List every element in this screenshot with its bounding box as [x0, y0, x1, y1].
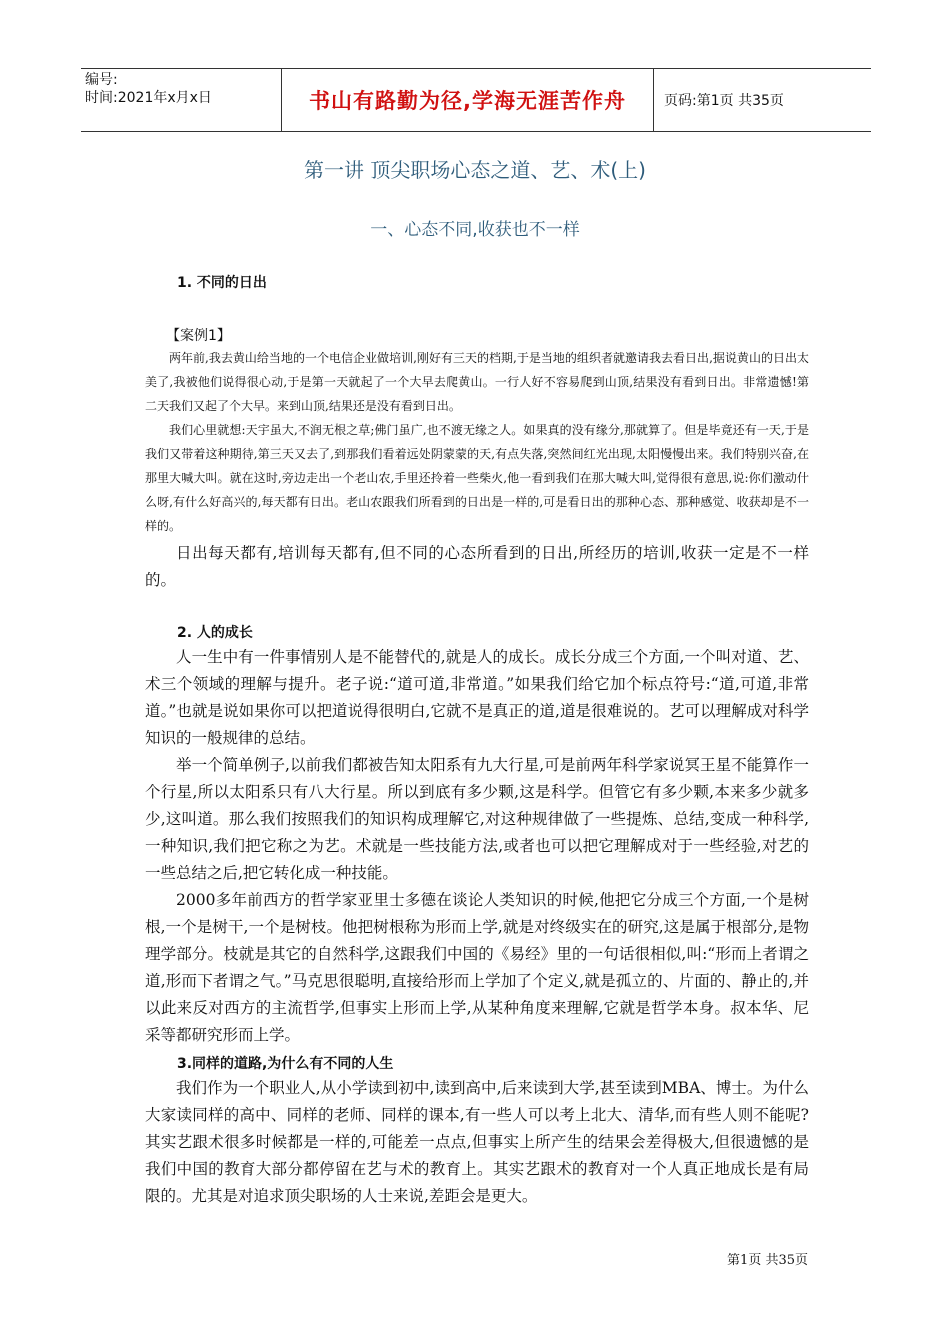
body-paragraph: 我们作为一个职业人,从小学读到初中,读到高中,后来读到大学,甚至读到MBA、博士。为什么大家读同样的高中、同样的老师、同样的课本,有一些人可以考上北大、清华,而有些人则不能呢?其实艺跟术很多时候都是一样的,可能差一点点,但事实上所产生的结果会差得极大,但很遗憾的是我们中国的教育大部分都停留在艺与术的教育上。其实艺跟术的教育对一个人真正地成长是有局限的。尤其是对追求顶尖职场的人士来说,差距会是更大。 [145, 1079, 809, 1205]
case-paragraph: 两年前,我去黄山给当地的一个电信企业做培训,刚好有三天的档期,于是当地的组织者就邀请我去看日出,据说黄山的日出太美了,我被他们说得很心动,于是第一天就起了一个大早去爬黄山。一行人好不容易爬到山顶,结果没有看到日出。非常遗憾!第二天我们又起了个大早。来到山顶,结果还是没有看到日出。 [145, 351, 809, 413]
header-motto: 书山有路勤为径,学海无涯苦作舟 [282, 69, 654, 131]
page-header [81, 68, 871, 132]
page-footer: 第1页 共35页 [727, 1253, 808, 1268]
body-paragraph: 举一个简单例子,以前我们都被告知太阳系有九大行星,可是前两年科学家说冥王星不能算作一个行星,所以太阳系只有八大行星。所以到底有多少颗,这是科学。但管它有多少颗,本来多少就多少,这叫道。那么我们按照我们的知识构成理解它,对这种规律做了一些提炼、总结,变成一种科学,一种知识,我们把它称之为艺。术就是一些技能方法,或者也可以把它理解成对于一些经验,对艺的一些总结之后,把它转化成一种技能。 [145, 756, 809, 882]
time-label: 时间:2021年x月x日 [85, 90, 212, 106]
lecture-title: 第一讲 顶尖职场心态之道、艺、术(上) [304, 158, 646, 182]
section-3-body [145, 1075, 809, 1210]
body-paragraph: 2000多年前西方的哲学家亚里士多德在谈论人类知识的时候,他把它分成三个方面,一个是树根,一个是树干,一个是树枝。他把树根称为形而上学,就是对终级实在的研究,这是属于根部分,是物理学部分。枝就是其它的自然科学,这跟我们中国的《易经》里的一句话很相似,叫:“形而上者谓之道,形而下者谓之气。”马克思很聪明,直接给形而上学加了个定义,就是孤立的、片面的、静止的,并以此来反对西方的主流哲学,但事实上形而上学,从某种角度来理解,它就是哲学本身。叔本华、尼采等都研究形而上学。 [145, 891, 809, 1044]
chapter-subtitle: 一、心态不同,收获也不一样 [370, 220, 580, 240]
case-label: 【案例1】 [166, 328, 231, 344]
header-page-info: 页码:第1页 共35页 [664, 93, 784, 109]
section-3-heading: 3.同样的道路,为什么有不同的人生 [177, 1056, 394, 1072]
serial-label: 编号: [85, 72, 118, 88]
case-text [145, 346, 809, 538]
section-1-heading: 1. 不同的日出 [177, 275, 267, 291]
case-paragraph: 我们心里就想:天宇虽大,不润无根之草;佛门虽广,也不渡无缘之人。如果真的没有缘分,那就算了。但是毕竟还有一天,于是我们又带着这种期待,第三天又去了,到那我们看着远处阴蒙蒙的天,有点失落,突然间红光出现,太阳慢慢出来。我们特别兴奋,在那里大喊大叫。就在这时,旁边走出一个老山农,手里还拎着一些柴火,他一看到我们在那大喊大叫,觉得很有意思,说:你们激动什么呀,有什么好高兴的,每天都有日出。老山农跟我们所看到的日出是一样的,可是看日出的那种心态、那种感觉、收获却是不一样的。 [145, 423, 809, 533]
summary-paragraph: 日出每天都有,培训每天都有,但不同的心态所看到的日出,所经历的培训,收获一定是不一样的。 [145, 544, 809, 589]
header-meta [81, 69, 282, 131]
section-2-body [145, 644, 809, 1049]
body-paragraph: 人一生中有一件事情别人是不能替代的,就是人的成长。成长分成三个方面,一个叫对道、艺、术三个领域的理解与提升。老子说:“道可道,非常道。”如果我们给它加个标点符号:“道,可道,非常道。”也就是说如果你可以把道说得很明白,它就不是真正的道,道是很难说的。艺可以理解成对科学知识的一般规律的总结。 [145, 648, 809, 747]
section-1-summary [145, 540, 809, 594]
section-2-heading: 2. 人的成长 [177, 625, 253, 641]
